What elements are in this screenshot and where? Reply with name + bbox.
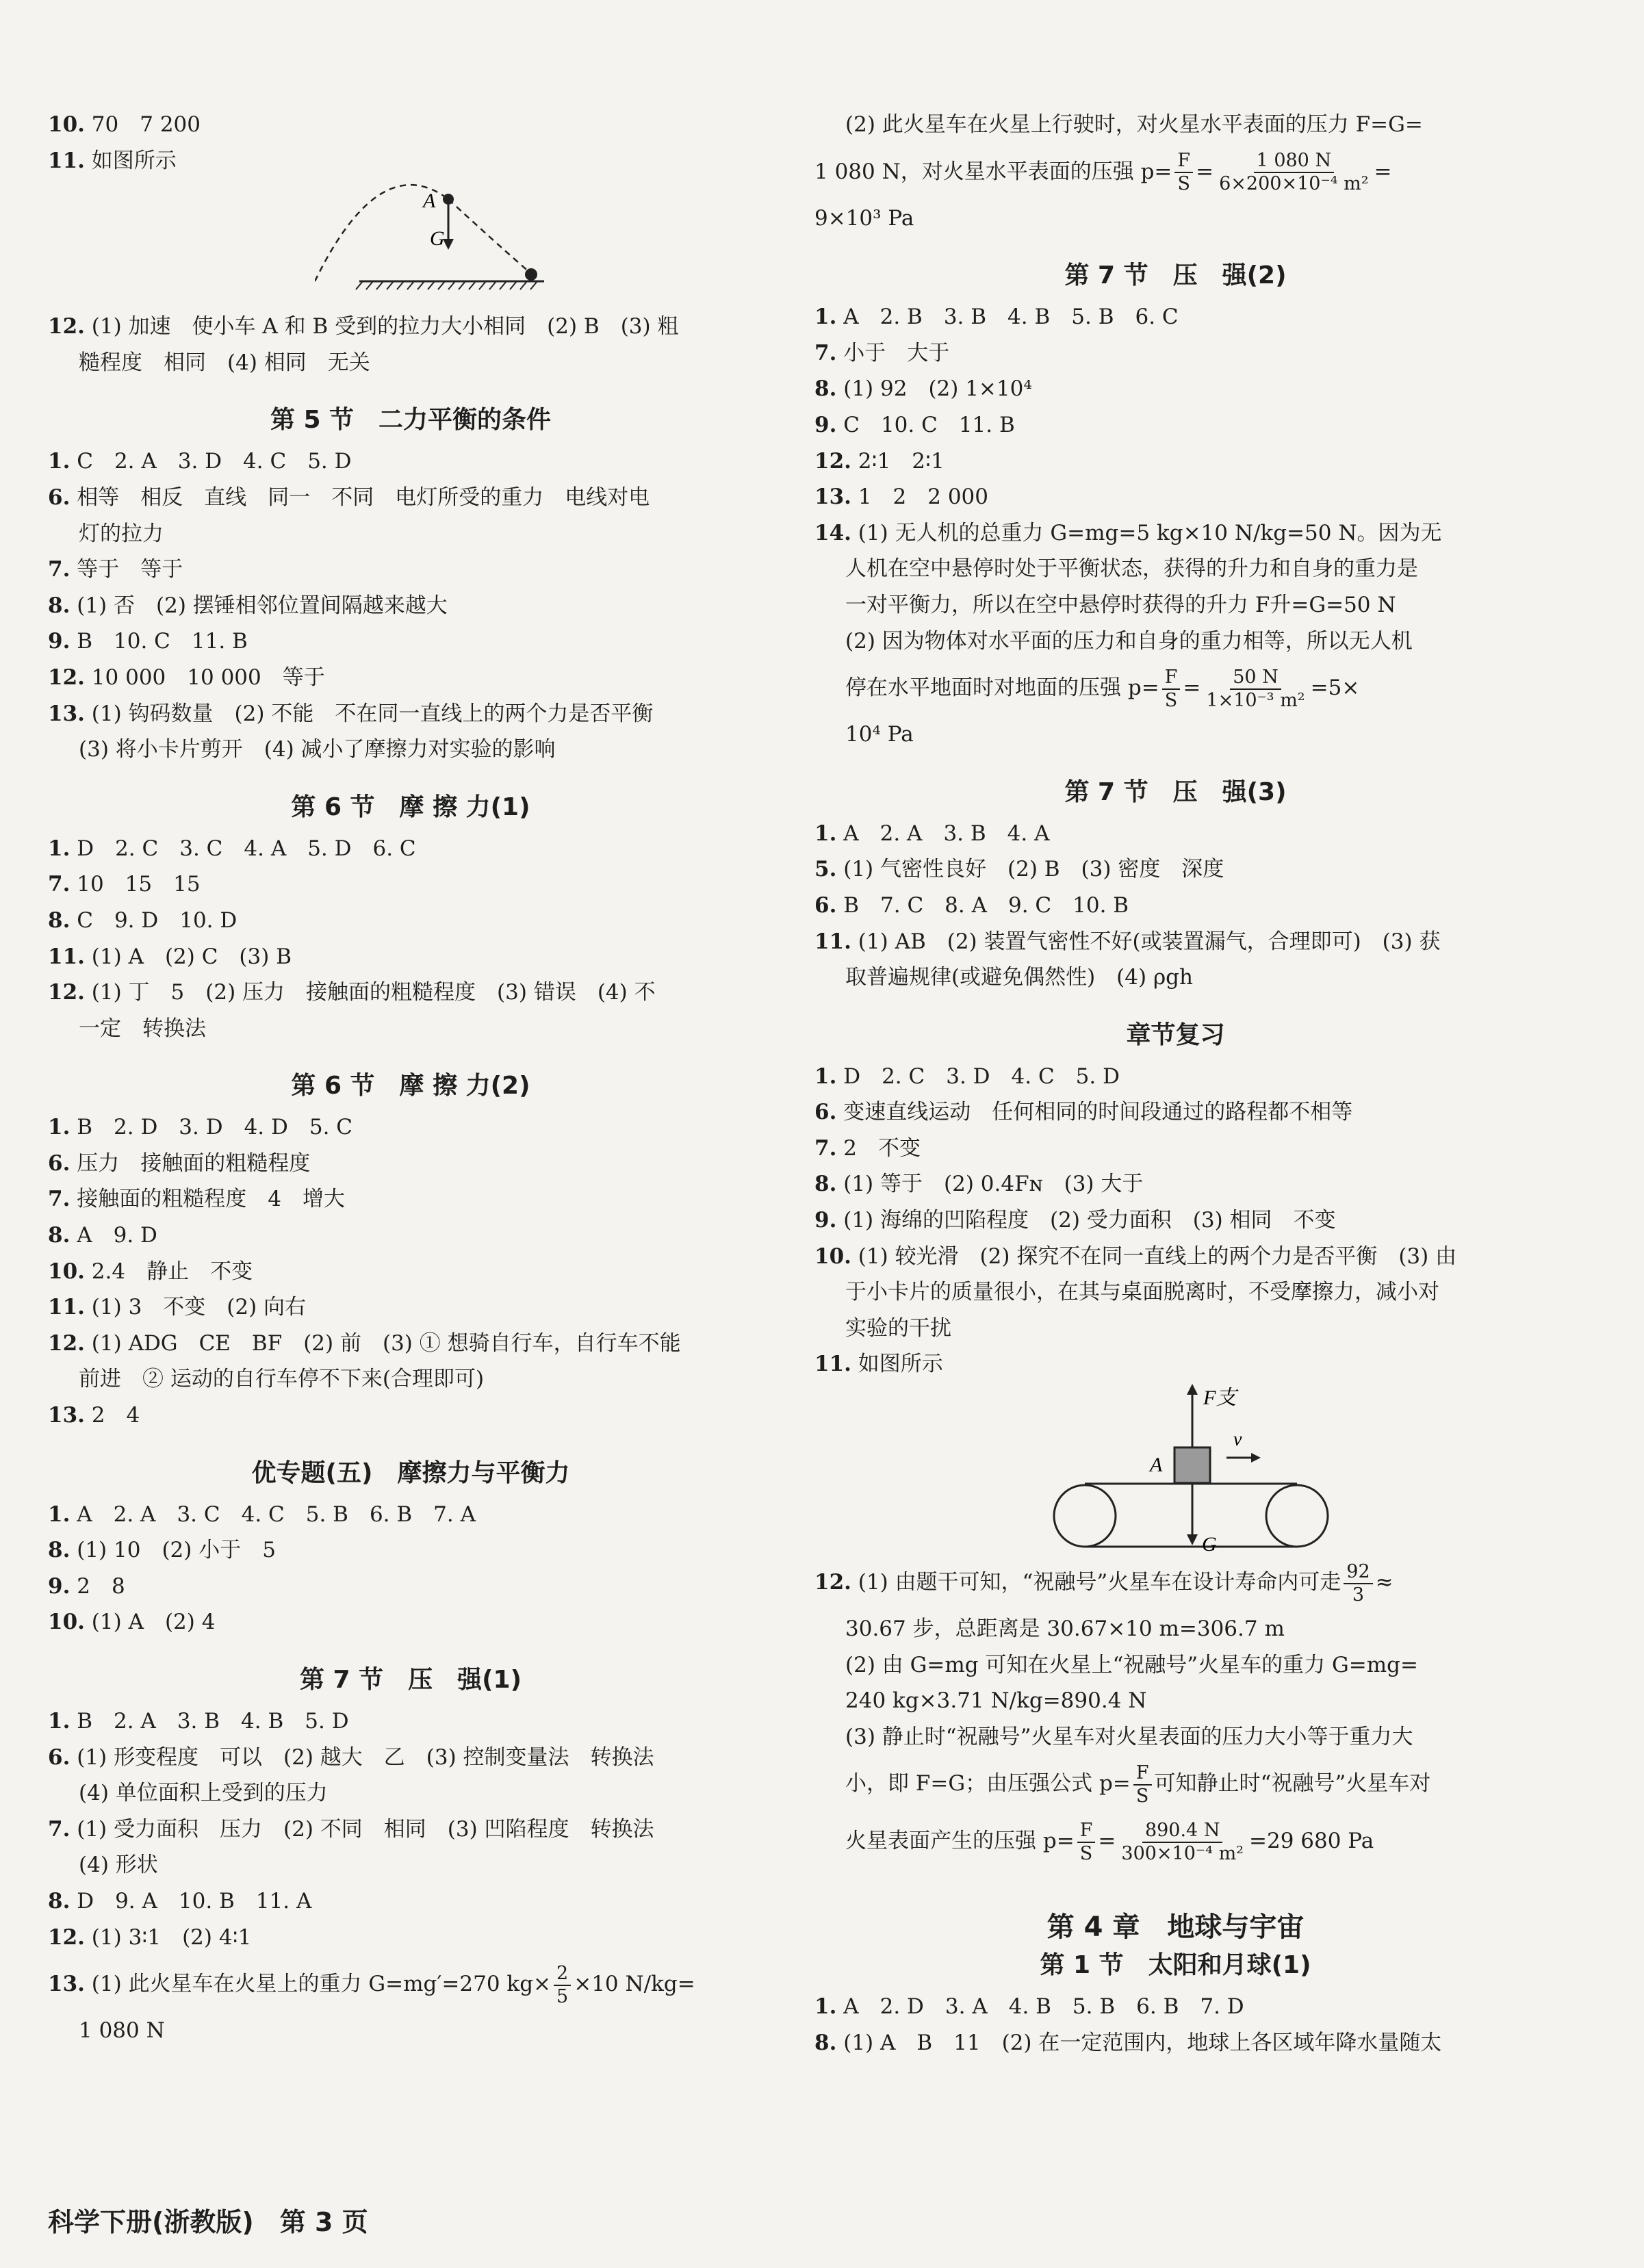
question-number: 12. (48, 980, 85, 1005)
answer-text: 如图所示 (91, 148, 177, 173)
answer-line (814, 1554, 1537, 1611)
answer-line (48, 1217, 773, 1254)
answer-text: 灯的拉力 (79, 521, 164, 546)
answer-line (48, 975, 773, 1011)
answer-text: 一对平衡力，所以在空中悬停时获得的升力 F升=G=50 N (845, 592, 1396, 617)
answer-line (48, 1397, 773, 1434)
answer-text: 2 4 (91, 1403, 140, 1428)
denominator: S (1079, 1842, 1093, 1864)
answer-line (48, 1532, 773, 1569)
answer-text: (2) 此火星车在火星上行驶时，对火星水平表面的压力 F=G= (845, 112, 1423, 137)
answer-text: =5× (1310, 675, 1360, 701)
question-number: 1. (48, 1502, 70, 1527)
equals-sign: = (1196, 159, 1214, 184)
section-block (814, 1016, 1537, 1382)
answer-line (814, 888, 1537, 924)
conveyor-diagram (1047, 1382, 1335, 1554)
answer-line (48, 732, 773, 768)
answer-text: A 2. D 3. A 4. B 5. B 6. B 7. D (843, 1994, 1244, 2020)
fraction (1118, 1820, 1246, 1865)
answer-text: (1) 否 (2) 摆锤相邻位置间隔越来越大 (77, 593, 448, 618)
section-heading: 第 6 节 摩 擦 力(2) (291, 1072, 530, 1100)
answer-text: (1) 由题干可知，“祝融号”火星车在设计寿命内可走 (858, 1570, 1341, 1595)
answer-line (48, 1883, 773, 1920)
question-number: 11. (48, 944, 85, 969)
answer-text: (1) 无人机的总重力 G=mg=5 kg×10 N/kg=50 N。因为无 (858, 520, 1442, 545)
answer-text: 小于 大于 (843, 340, 950, 365)
answer-text: (3) 将小卡片剪开 (4) 减小了摩擦力对实验的影响 (79, 737, 556, 762)
section-heading: 第 1 节 太阳和月球(1) (1040, 1951, 1311, 1980)
section-block (814, 773, 1537, 996)
answer-line (48, 1847, 773, 1883)
label-g: G (430, 227, 445, 250)
section-heading: 章节复习 (1126, 1020, 1225, 1049)
question-number: 13. (48, 1403, 85, 1428)
answer-line (48, 696, 773, 732)
answer-text: B 2. D 3. D 4. D 5. C (77, 1115, 353, 1140)
answer-text: (1) 气密性良好 (2) B (3) 密度 深度 (843, 857, 1224, 882)
answer-text: (4) 形状 (79, 1853, 158, 1878)
answer-line (814, 1812, 1537, 1870)
right-column (814, 107, 1537, 2061)
conveyor-figure (814, 1382, 1537, 1554)
question-number: 9. (814, 1208, 837, 1233)
projectile-figure (48, 179, 773, 309)
answer-text: B 10. C 11. B (77, 629, 248, 654)
answer-line (48, 1497, 773, 1533)
answer-text: (1) 10 (2) 小于 5 (77, 1538, 276, 1563)
fraction (1216, 150, 1371, 195)
fraction (1203, 667, 1307, 712)
answer-line (48, 552, 773, 588)
answer-line (48, 866, 773, 903)
section-heading: 第 7 节 压 强(2) (1064, 261, 1287, 290)
answer-line (814, 1611, 1537, 1647)
question-number: 1. (814, 1994, 837, 2020)
answer-line (48, 143, 773, 179)
numerator: 1 080 N (1254, 150, 1335, 173)
answer-text: 2.4 静止 不变 (91, 1259, 253, 1284)
answer-line (48, 660, 773, 696)
projectile-diagram (315, 179, 589, 309)
answer-line (48, 623, 773, 660)
question-number: 13. (814, 485, 851, 510)
numerator: 92 (1344, 1561, 1372, 1584)
answer-line (814, 623, 1537, 660)
answer-line (48, 480, 773, 516)
question-number: 14. (814, 520, 851, 545)
answer-text: B 7. C 8. A 9. C 10. B (843, 892, 1129, 918)
question-number: 8. (48, 907, 70, 933)
section-heading: 优专题(五) 摩擦力与平衡力 (251, 1458, 570, 1487)
question-number: 12. (48, 1924, 85, 1950)
answer-text: 实验的干扰 (845, 1315, 951, 1341)
answer-text: 于小卡片的质量很小，在其与桌面脱离时，不受摩擦力，减小对 (845, 1280, 1439, 1305)
denominator: 300×10⁻⁴ m² (1121, 1842, 1244, 1864)
answer-text: 240 kg×3.71 N/kg=890.4 N (845, 1688, 1147, 1714)
question-number: 1. (48, 449, 70, 474)
equals-sign: = (1098, 1829, 1116, 1854)
answer-line (814, 443, 1537, 480)
question-number: 8. (814, 376, 837, 402)
question-number: 10. (48, 1259, 85, 1284)
question-number: 9. (814, 412, 837, 437)
answer-text: 2 8 (77, 1573, 125, 1599)
question-number: 7. (48, 872, 70, 897)
question-number: 12. (814, 1570, 851, 1595)
question-number: 9. (48, 629, 70, 654)
answer-line (814, 1094, 1537, 1131)
denominator: S (1135, 1785, 1149, 1807)
answer-text: ×10 N/kg= (574, 1972, 695, 1997)
section-block (814, 257, 1537, 753)
answer-line (814, 1719, 1537, 1755)
answer-text: C 9. D 10. D (77, 907, 237, 933)
answer-line (48, 1703, 773, 1740)
answer-text: 人机在空中悬停时处于平衡状态，获得的升力和自身的重力是 (845, 556, 1418, 582)
block-label: A (1150, 1454, 1163, 1477)
answer-text: C 2. A 3. D 4. C 5. D (77, 449, 352, 474)
support-force-label: F支 (1203, 1387, 1237, 1410)
answer-text: (1) 形变程度 可以 (2) 越大 乙 (3) 控制变量法 转换法 (77, 1744, 654, 1770)
answer-text: (1) 3 不变 (2) 向右 (91, 1295, 307, 1320)
answer-text: (1) 丁 5 (2) 压力 接触面的粗糙程度 (3) 错误 (4) 不 (91, 980, 656, 1005)
answer-text: D 2. C 3. D 4. C 5. D (843, 1064, 1120, 1089)
chapter-heading: 第 4 章 地球与宇宙 (1046, 1911, 1305, 1944)
fraction (1133, 1762, 1152, 1807)
answer-text: 压力 接触面的粗糙程度 (77, 1150, 311, 1176)
answer-text: A 2. B 3. B 4. B 5. B 6. C (843, 305, 1179, 330)
answer-text: A 2. A 3. B 4. A (843, 821, 1050, 846)
answer-text: (2) 因为物体对水平面的压力和自身的重力相等，所以无人机 (845, 628, 1413, 654)
answer-text: 如图所示 (858, 1352, 943, 1377)
question-number: 7. (48, 1816, 70, 1842)
answer-line (814, 659, 1537, 717)
page-footer: 科学下册(浙教版) 第 3 页 (48, 2207, 368, 2237)
answer-line (814, 1683, 1537, 1719)
answer-text: = (1374, 159, 1392, 184)
answer-text: 相等 相反 直线 同一 不同 电灯所受的重力 电线对电 (77, 485, 650, 510)
question-number: 6. (814, 1100, 837, 1125)
label-a: A (423, 190, 436, 213)
numerator: 50 N (1230, 667, 1281, 690)
answer-line (814, 407, 1537, 443)
answer-line (48, 903, 773, 939)
answer-text: 9×10³ Pa (814, 205, 914, 231)
denominator: 6×200×10⁻⁴ m² (1219, 173, 1369, 195)
answer-line (48, 588, 773, 624)
answer-text: 30.67 步，总距离是 30.67×10 m=306.7 m (845, 1616, 1285, 1642)
answer-text: (1) 等于 (2) 0.4Fɴ (3) 大于 (843, 1172, 1144, 1197)
answer-text: 2∶1 2∶1 (858, 448, 945, 474)
question-number: 12. (814, 448, 851, 474)
answer-line (814, 551, 1537, 587)
answer-text: 1 2 2 000 (858, 485, 988, 510)
answer-line (48, 1181, 773, 1217)
question-number: 1. (814, 821, 837, 846)
question-number: 12. (48, 665, 85, 690)
answer-line (48, 1289, 773, 1326)
numerator: 2 (554, 1963, 571, 1986)
answer-text: 1 080 N (79, 2018, 165, 2044)
question-number: 8. (814, 1172, 837, 1197)
fraction (1162, 667, 1181, 712)
question-number: 8. (48, 1888, 70, 1913)
answer-line (814, 2025, 1537, 2061)
answer-line (814, 1647, 1537, 1684)
answer-line (814, 1274, 1537, 1311)
answer-line (814, 816, 1537, 852)
answer-line (814, 371, 1537, 407)
answer-text: A 9. D (77, 1223, 157, 1248)
answer-text: (1) A B 11 (2) 在一定范围内，地球上各区域年降水量随太 (843, 2031, 1442, 2055)
question-number: 8. (814, 2031, 837, 2055)
answer-line (814, 959, 1537, 996)
answer-line (814, 1346, 1537, 1382)
question-number: 1. (48, 1709, 70, 1734)
answer-line (814, 1202, 1537, 1239)
answer-line (48, 1604, 773, 1640)
answer-text: 70 7 200 (91, 112, 201, 137)
left-column (48, 107, 773, 2237)
question-number: 12. (48, 1330, 85, 1356)
question-number: 10. (814, 1243, 851, 1269)
question-number: 8. (48, 1223, 70, 1248)
fraction (1077, 1820, 1096, 1865)
answer-line (814, 1166, 1537, 1202)
denominator: 5 (556, 1985, 569, 2007)
answer-line (814, 107, 1537, 143)
answer-line (814, 1311, 1537, 1347)
section-block (48, 1661, 773, 2049)
question-number: 11. (814, 929, 851, 954)
answer-text: (1) 加速 使小车 A 和 B 受到的拉力大小相同 (2) B (3) 粗 (91, 314, 679, 339)
answer-line (814, 1989, 1537, 2025)
section-heading: 第 7 节 压 强(1) (299, 1666, 522, 1694)
section-heading: 第 7 节 压 强(3) (1064, 777, 1287, 806)
answer-text: 10 000 10 000 等于 (91, 665, 325, 690)
answer-text: 糙程度 相同 (4) 相同 无关 (79, 350, 370, 375)
answer-line (814, 335, 1537, 372)
answer-line (48, 1740, 773, 1776)
answer-line (48, 831, 773, 867)
answer-text: 接触面的粗糙程度 4 增大 (77, 1187, 345, 1212)
answer-text: 1 080 N，对火星水平表面的压强 p= (814, 159, 1172, 184)
answer-line (814, 201, 1537, 237)
question-number: 10. (48, 112, 85, 137)
question-number: 6. (814, 892, 837, 918)
section-block (48, 1454, 773, 1640)
answer-line (814, 924, 1537, 960)
question-number: 1. (814, 1064, 837, 1089)
answer-line (48, 1326, 773, 1362)
section-block (48, 788, 773, 1047)
denominator: S (1164, 689, 1178, 711)
answer-text: (1) 3∶1 (2) 4∶1 (91, 1924, 252, 1950)
answer-text: 10 15 15 (77, 872, 201, 897)
answer-line (48, 443, 773, 480)
question-number: 7. (48, 557, 70, 582)
answer-text: (1) AB (2) 装置气密性不好(或装置漏气，合理即可) (3) 获 (858, 929, 1441, 954)
answer-line (814, 1239, 1537, 1275)
answer-line (814, 851, 1537, 888)
answer-text: (1) 受力面积 压力 (2) 不同 相同 (3) 凹陷程度 转换法 (77, 1816, 654, 1842)
numerator: F (1077, 1820, 1096, 1843)
answer-line (48, 516, 773, 552)
answer-line (48, 1920, 773, 1956)
answer-text: (2) 由 G=mg 可知在火星上“祝融号”火星车的重力 G=mg= (845, 1652, 1418, 1677)
question-number: 6. (48, 1150, 70, 1176)
answer-line (814, 1755, 1537, 1812)
answer-line (48, 1775, 773, 1812)
answer-line (48, 107, 773, 143)
denominator: 1×10⁻³ m² (1206, 689, 1305, 711)
fraction (1344, 1561, 1372, 1606)
answer-line (814, 143, 1537, 201)
question-number: 6. (48, 1744, 70, 1770)
answer-line (48, 2013, 773, 2049)
answer-line (814, 299, 1537, 335)
answer-text: 等于 等于 (77, 557, 183, 582)
denominator: 3 (1352, 1584, 1365, 1606)
answer-text: 2 不变 (843, 1135, 921, 1161)
answer-text: (3) 静止时“祝融号”火星车对火星表面的压力大小等于重力大 (845, 1724, 1413, 1749)
question-number: 9. (48, 1573, 70, 1599)
answer-text: A 2. A 3. C 4. C 5. B 6. B 7. A (77, 1502, 476, 1527)
answer-text: (1) 钩码数量 (2) 不能 不在同一直线上的两个力是否平衡 (91, 701, 654, 726)
question-number: 7. (814, 340, 837, 365)
question-number: 6. (48, 485, 70, 510)
answer-line (48, 1254, 773, 1290)
numerator: F (1162, 667, 1181, 690)
answer-line (814, 515, 1537, 552)
answer-line (48, 1146, 773, 1182)
answer-text: (1) ADG CE BF (2) 前 (3) ① 想骑自行车，自行车不能 (91, 1330, 681, 1356)
answer-text: 前进 ② 运动的自行车停不下来(合理即可) (79, 1367, 485, 1392)
section-block (48, 1067, 773, 1433)
answer-text: (4) 单位面积上受到的压力 (79, 1781, 328, 1806)
answer-line (48, 1109, 773, 1146)
question-number: 13. (48, 1972, 85, 1997)
answer-line (48, 1569, 773, 1605)
answer-text: 可知静止时“祝融号”火星车对 (1154, 1771, 1431, 1796)
answer-text: (1) 海绵的凹陷程度 (2) 受力面积 (3) 相同 不变 (843, 1208, 1336, 1233)
question-number: 12. (48, 314, 85, 339)
answer-text: D 2. C 3. C 4. A 5. D 6. C (77, 836, 416, 861)
section-block (48, 401, 773, 767)
answer-line (814, 717, 1537, 753)
answer-line (814, 479, 1537, 515)
question-number: 1. (48, 836, 70, 861)
question-number: 8. (48, 1538, 70, 1563)
answer-text: (1) 92 (2) 1×10⁴ (843, 376, 1032, 402)
answer-text: (1) A (2) 4 (91, 1610, 216, 1635)
answer-line (814, 587, 1537, 623)
answer-line (48, 1812, 773, 1848)
answer-text: B 2. A 3. B 4. B 5. D (77, 1709, 349, 1734)
answer-text: 变速直线运动 任何相同的时间段通过的路程都不相等 (843, 1100, 1353, 1125)
answer-line (48, 1011, 773, 1047)
question-number: 7. (48, 1187, 70, 1212)
question-number: 1. (814, 305, 837, 330)
answer-text: 停在水平地面时对地面的压强 p= (845, 675, 1159, 701)
gravity-label: G (1202, 1533, 1217, 1554)
question-number: 8. (48, 593, 70, 618)
answer-text: (1) 此火星车在火星上的重力 G=mg′=270 kg× (91, 1972, 552, 1997)
answer-text: 一定 转换法 (79, 1016, 206, 1041)
section-heading: 第 6 节 摩 擦 力(1) (291, 792, 530, 821)
answer-line (48, 309, 773, 345)
numerator: 890.4 N (1142, 1820, 1223, 1843)
answer-line (48, 1955, 773, 2013)
fraction (554, 1963, 571, 2008)
answer-text: (1) A (2) C (3) B (91, 944, 292, 969)
answer-text: (1) 较光滑 (2) 探究不在同一直线上的两个力是否平衡 (3) 由 (858, 1243, 1457, 1269)
answer-line (814, 1131, 1537, 1167)
question-number: 1. (48, 1115, 70, 1140)
section-heading: 第 5 节 二力平衡的条件 (270, 406, 552, 435)
answer-text: 取普遍规律(或避免偶然性) (4) ρgh (845, 965, 1193, 990)
question-number: 5. (814, 857, 837, 882)
answer-line (48, 345, 773, 381)
answer-text: 小，即 F=G；由压强公式 p= (845, 1771, 1131, 1796)
question-number: 10. (48, 1610, 85, 1635)
denominator: S (1177, 173, 1191, 195)
question-number: 7. (814, 1135, 837, 1161)
question-number: 11. (814, 1352, 851, 1377)
equals-sign: = (1183, 675, 1201, 701)
answer-line (814, 1059, 1537, 1095)
question-number: 13. (48, 701, 85, 726)
answer-line (48, 1361, 773, 1397)
question-number: 11. (48, 1295, 85, 1320)
fraction (1174, 150, 1193, 195)
answer-text: =29 680 Pa (1249, 1829, 1374, 1854)
answer-text: ≈ (1375, 1570, 1393, 1595)
answer-text: D 9. A 10. B 11. A (77, 1888, 312, 1913)
velocity-label: v (1233, 1429, 1242, 1451)
answer-text: 火星表面产生的压强 p= (845, 1829, 1075, 1854)
answer-line (48, 939, 773, 975)
question-number: 11. (48, 148, 85, 173)
answer-text: C 10. C 11. B (843, 412, 1015, 437)
answer-text: 10⁴ Pa (845, 722, 914, 747)
numerator: F (1174, 150, 1193, 173)
numerator: F (1133, 1762, 1152, 1786)
